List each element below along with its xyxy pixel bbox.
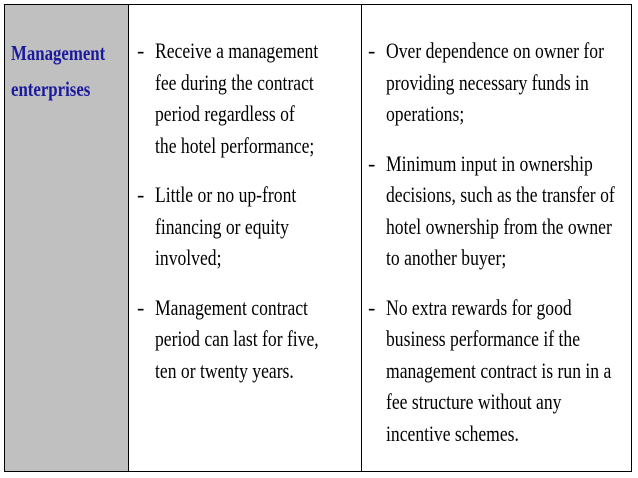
advantage-item [137,179,361,274]
bullet-dash: - [368,150,376,176]
bullet-dash: - [137,294,145,320]
advantages-cell [129,5,362,471]
comparison-table [4,4,632,472]
disadvantage-text: No extra rewards for good business performance if the management contract is run in a fee structure without any incentive schemes. [386,294,612,446]
advantage-text: Little or no up-front financing or equity involved; [155,182,297,270]
disadvantage-text: Over dependence on owner for providing necessary funds in operations; [386,38,604,126]
advantage-item [137,292,361,387]
advantage-text: Receive a management fee during the contract period regardless of the hotel performance; [155,38,319,158]
advantage-text: Management contract period can last for five, ten or twenty years. [155,294,319,383]
disadvantage-item [368,148,638,274]
row-label-line-2: enterprises [11,77,91,101]
disadvantage-item [368,292,638,450]
disadvantage-text: Minimum input in ownership decisions, such as the transfer of hotel ownership from the owner to another buyer; [386,150,615,270]
bullet-dash: - [137,182,145,207]
disadvantages-cell [362,5,638,471]
row-label-cell [5,5,129,471]
bullet-dash: - [137,38,145,63]
bullet-dash: - [368,294,376,320]
advantage-item [137,35,361,161]
disadvantage-item [368,35,638,130]
bullet-dash: - [368,38,376,63]
row-label-line-1: Management [11,41,106,65]
